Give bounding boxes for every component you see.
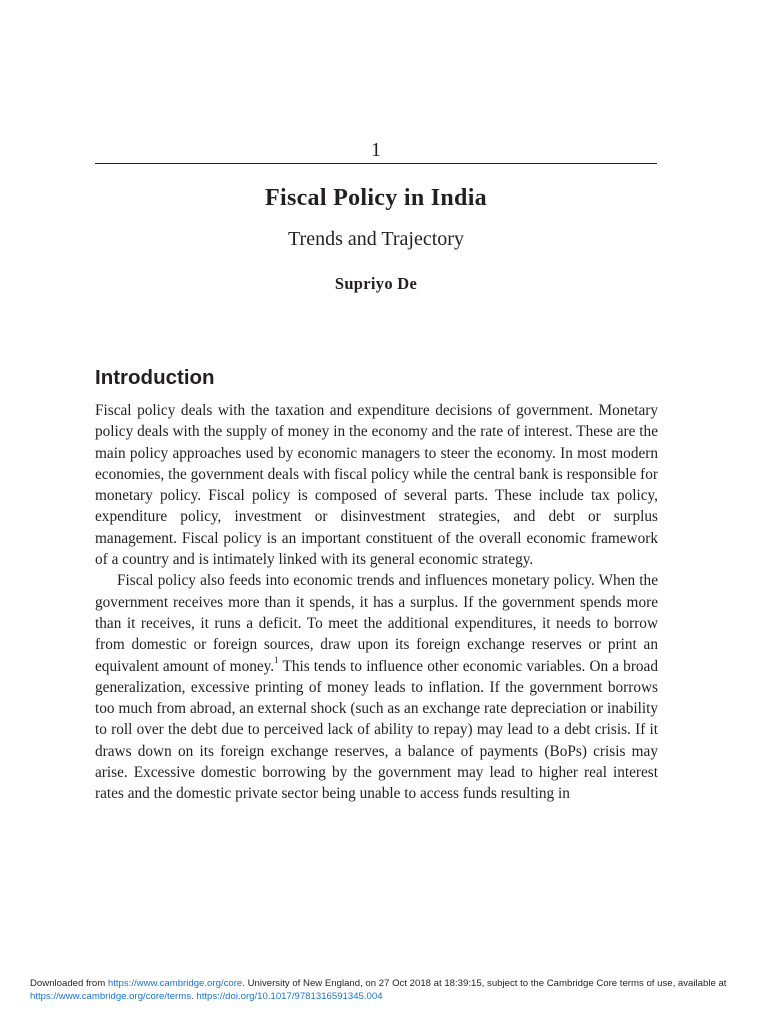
section-heading: Introduction	[95, 366, 215, 389]
footnote-reference[interactable]: 1	[274, 655, 279, 666]
chapter-subtitle: Trends and Trajectory	[288, 228, 464, 250]
download-notice	[30, 977, 750, 1004]
cambridge-core-link[interactable]: https://www.cambridge.org/core	[107, 978, 243, 989]
footer-downloaded-from: Downloaded from	[30, 978, 108, 989]
footer-middle-text: . University of New England, on 27 Oct 2018 at 18:39:15, subject to the Cambridge Core terms of use, available at	[242, 978, 727, 989]
footer-separator: .	[191, 991, 197, 1003]
chapter-author: Supriyo De	[334, 274, 418, 293]
chapter-number: 1	[371, 139, 381, 161]
doi-link[interactable]: https://doi.org/10.1017/9781316591345.004	[196, 991, 383, 1003]
chapter-divider	[95, 163, 657, 164]
paragraph-2	[95, 570, 658, 804]
terms-link[interactable]: https://www.cambridge.org/core/terms	[30, 991, 192, 1003]
paragraph-1: Fiscal policy deals with the taxation and expenditure decisions of government. Monetary policy deals with the supply of money in the economy and the rate of interest. These are the main policy approaches used by economic managers to steer the economy. In most modern economies, the government deals with fiscal policy while the central bank is responsible for monetary policy. Fiscal policy is composed of several parts. These include tax policy, expenditure policy, investment or disinvestment strategies, and debt or surplus management. Fiscal policy is an important constituent of the overall economic framework of a country and is intimately linked with its general economic strategy.	[95, 402, 658, 569]
paragraph-2-part-2: This tends to influence other economic variables. On a broad generalization, excessive printing of money leads to inflation. If the government borrows too much from abroad, an external shock (such as an exchange rate depreciation or inability to roll over the debt due to perceived lack of ability to repay) may lead to a debt crisis. If it draws down on its foreign exchange reserves, a balance of payments (BoPs) crisis may arise. Excessive domestic borrowing by the government may lead to higher real interest rates and the domestic private sector being unable to access funds resulting in	[95, 657, 659, 803]
paragraph-2-part-1: Fiscal policy also feeds into economic trends and influences monetary policy. When the government receives more than it spends, it has a surplus. If the government spends more than it receives, it runs a deficit. To meet the additional expenditures, it needs to borrow from domestic or foreign sources, draw upon its foreign exchange reserves or print an equivalent amount of money.	[95, 572, 658, 675]
chapter-title: Fiscal Policy in India	[265, 185, 487, 211]
body-text	[95, 400, 658, 805]
